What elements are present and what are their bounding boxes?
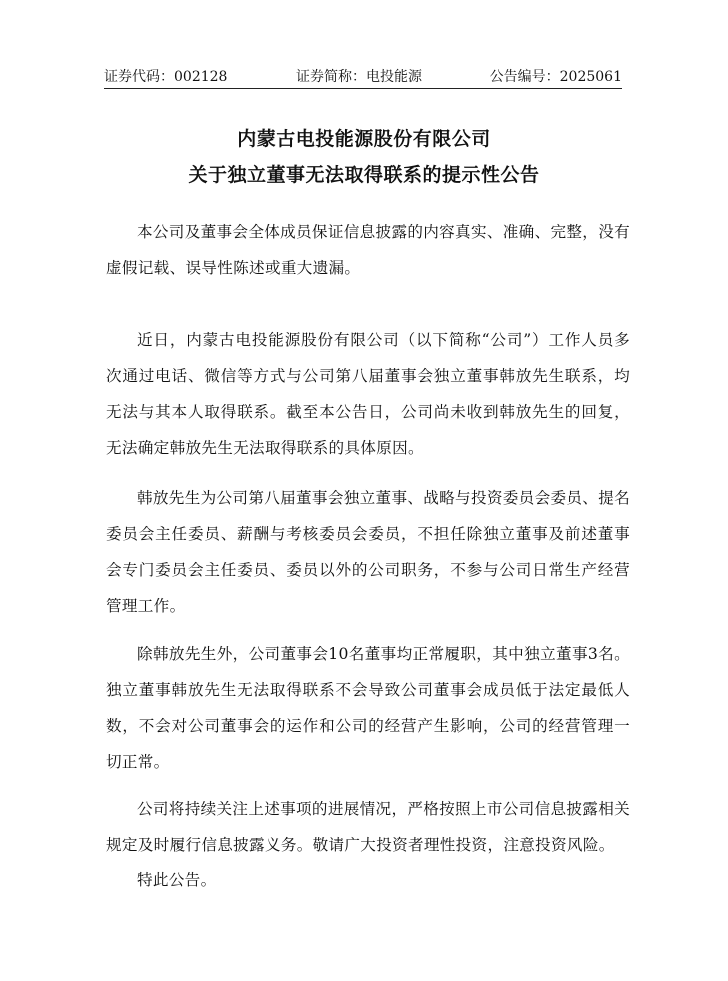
announcement-title: 关于独立董事无法取得联系的提示性公告 [188,164,540,186]
closing-line: 特此公告。 [137,871,217,889]
body-paragraph-2: 韩放先生为公司第八届董事会独立董事、战略与投资委员会委员、提名委员会主任委员、薪酬与考核委员会委员，不担任除独立董事及前述董事会专门委员会主任委员、委员以外的公司职务，不参与公司日常生产经营管理工作。 [106,489,630,615]
body-paragraph-4: 公司将持续关注上述事项的进展情况，严格按照上市公司信息披露相关规定及时履行信息披露义务。敬请广大投资者理性投资，注意投资风险。 [106,800,630,854]
body-paragraph-1: 近日，内蒙古电投能源股份有限公司（以下简称“公司”）工作人员多次通过电话、微信等方式与公司第八届董事会独立董事韩放先生联系，均无法与其本人取得联系。截至本公告日，公司尚未收到韩放先生的回复，无法确定韩放先生无法取得联系的具体原因。 [106,331,630,457]
document-header [104,66,622,89]
company-name-title: 内蒙古电投能源股份有限公司 [237,128,491,150]
body-paragraph-3: 除韩放先生外，公司董事会10名董事均正常履职，其中独立董事3名。独立董事韩放先生无法取得联系不会导致公司董事会成员低于法定最低人数，不会对公司董事会的运作和公司的经营产生影响，公司的经营管理一切正常。 [106,645,630,771]
board-statement: 本公司及董事会全体成员保证信息披露的内容真实、准确、完整，没有虚假记载、误导性陈述或重大遗漏。 [106,223,630,277]
stock-code: 证券代码：002128 [104,69,228,85]
stock-abbreviation: 证券简称：电投能源 [296,69,422,85]
announcement-number: 公告编号：2025061 [489,69,622,85]
